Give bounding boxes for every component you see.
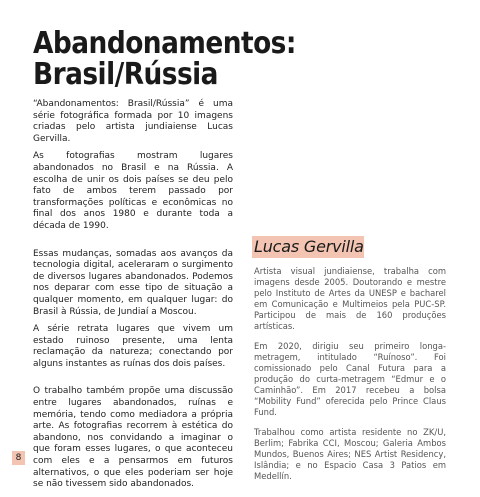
bio-paragraph-films: Em 2020, dirigiu seu primeiro longa-metragem, intitulado “Ruínoso”. Foi comissionado pelo Canal Futura para a produção do curta-metragem “Edmur e o Caminhão”. Em 2017 recebeu a bolsa “Mobility Fund” oferecida pelo Prince Claus Fund. [254,341,446,417]
artist-bio-column [254,233,446,491]
title-line-1: Abandonamentos: [33,26,296,61]
paragraph-discussion: O trabalho também propõe uma discussão entre lugares abandonados, ruínas e memória, tendo como mediadora a própria arte. As fotografias recorrem à estética do abandono, nos convidando a imaginar o que foram esses lugares, o que aconteceu com eles e a pensarmos em futuros alternativos, o que eles poderiam ser hoje se não tivessem sido abandonados. [33,386,233,490]
main-text-column [33,99,233,497]
artist-name-heading [254,233,446,261]
artist-name: Lucas Gervilla [254,237,364,256]
paragraph-intro: “Abandonamentos: Brasil/Rússia” é uma série fotográfica formada por 10 imagens criadas pelo artista jundiaiense Lucas Gervilla. [33,99,233,144]
paragraph-series: A série retrata lugares que vivem um estado ruinoso presente, uma lenta reclamação da natureza; conectando por alguns instantes as ruínas dos dois países. [33,324,233,369]
page-number: 8 [15,453,22,463]
title-line-2: Brasil/Rússia [33,57,218,92]
page-title [33,28,297,90]
bio-paragraph-residencies: Trabalhou como artista residente no ZK/U, Berlim; Fabrika CCI, Moscou; Galeria Ambos Mundos, Buenos Aires; NES Artist Residency, Islândia; e no Espacio Casa 3 Patios em Medellín. [254,427,446,481]
paragraph-changes: Essas mudanças, somadas aos avanços da tecnologia digital, aceleraram o surgimento de diversos lugares abandonados. Podemos nos deparar com esse tipo de situação a qualquer momento, em qualquer lugar: do Brasil à Rússia, de Jundiaí a Moscou. [33,248,233,317]
paragraph-photographs: As fotografias mostram lugares abandonados no Brasil e na Rússia. A escolha de unir os dois países se deu pelo fato de ambos terem passado por transformações políticas e econômicas no final dos anos 1980 e durante toda a década de 1990. [33,151,233,231]
bio-paragraph-career: Artista visual jundiaiense, trabalha com imagens desde 2005. Doutorando e mestre pelo Instituto de Artes da UNESP e bacharel em Comunicação e Multimeios pela PUC-SP. Participou de mais de 160 produções artísticas. [254,266,446,331]
